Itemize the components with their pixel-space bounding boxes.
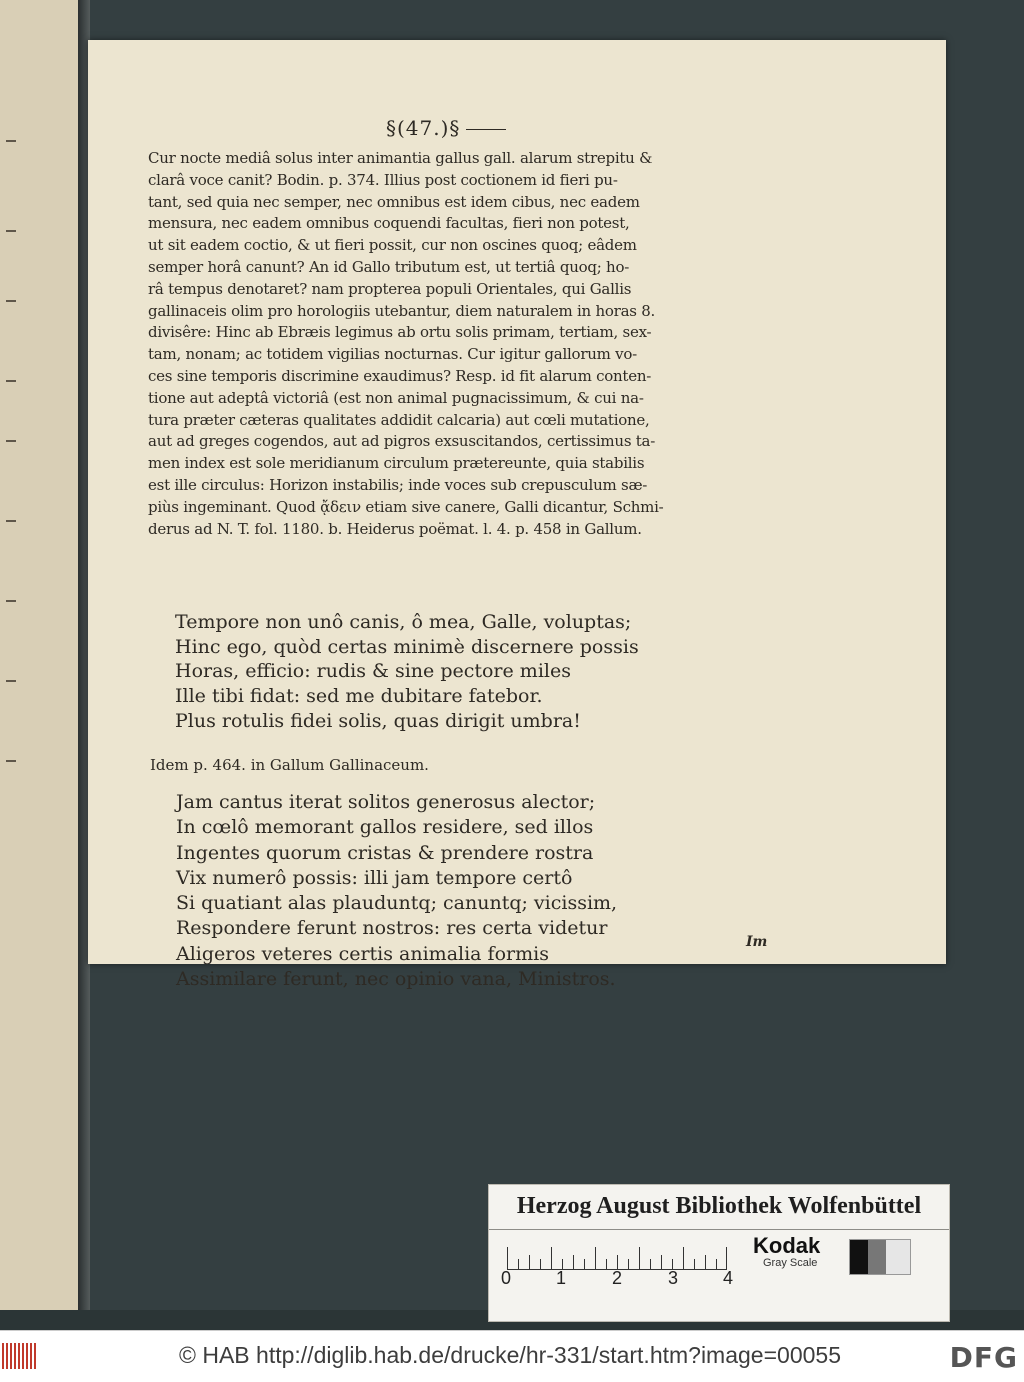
verse-line: Respondere ferunt nostros: res certa videtur xyxy=(176,917,608,940)
prose-line: est ille circulus: Horizon instabilis; inde voces sub crepusculum sæ- xyxy=(148,475,648,494)
color-reference-card xyxy=(488,1184,950,1322)
verse-line: Aligeros veteres certis animalia formis xyxy=(176,942,549,965)
prose-line: ces sine temporis discrimine exaudimus? Resp. id fit alarum conten- xyxy=(148,366,652,385)
prose-line: clarâ voce canit? Bodin. p. 374. Illius post coctionem id fieri pu- xyxy=(148,170,618,189)
verse-block-2 xyxy=(176,790,617,992)
verse-line: Tempore non unô canis, ô mea, Galle, voluptas; xyxy=(175,611,632,633)
catchword: Im xyxy=(746,934,768,950)
ruler-number: 0 xyxy=(501,1268,512,1288)
prose-line: semper horâ canunt? An id Gallo tributum est, ut tertiâ quoq; ho- xyxy=(148,257,630,276)
viewer-footer xyxy=(0,1330,1024,1382)
prose-line: tione aut adeptâ victoriâ (est non animal pugnacissimum, & cui na- xyxy=(148,388,644,407)
prose-block xyxy=(148,148,828,540)
barcode-icon xyxy=(2,1343,38,1369)
left-page-edge xyxy=(0,0,80,1310)
verse-line: Plus rotulis fidei solis, quas dirigit umbra! xyxy=(175,709,581,732)
card-divider xyxy=(489,1229,949,1230)
prose-line: aut ad greges cogendos, aut ad pigros exsuscitandos, certissimus ta- xyxy=(148,432,656,451)
prose-line: piùs ingeminant. Quod ᾄδειν etiam sive canere, Galli dicantur, Schmi- xyxy=(148,497,664,516)
prose-line: ut sit eadem coctio, & ut fieri possit, cur non oscines quoq; eâdem xyxy=(148,236,637,255)
gray-patches xyxy=(849,1239,911,1275)
page-number: §(47.)§ xyxy=(386,116,461,140)
verse-line: Horas, efficio: rudis & sine pectore miles xyxy=(175,660,571,683)
verse-line: Jam cantus iterat solitos generosus alector; xyxy=(176,791,596,813)
book-page xyxy=(88,40,946,991)
prose-line: derus ad N. T. fol. 1180. b. Heiderus poëmat. l. 4. p. 458 in Gallum. xyxy=(148,519,642,538)
verse-line: Vix numerô possis: illi jam tempore certô xyxy=(176,866,573,889)
gray-scale-label: Gray Scale xyxy=(763,1257,818,1269)
ruler-number: 2 xyxy=(612,1268,623,1288)
prose-line: gallinaceis olim pro horologiis utebantur, diem naturalem in horas 8. xyxy=(148,301,656,320)
prose-line: tam, nonam; ac totidem vigilias nocturnas. Cur igitur gallorum vo- xyxy=(148,345,637,364)
footer-copyright-link[interactable]: © HAB http://diglib.hab.de/drucke/hr-331/start.htm?image=00055 xyxy=(179,1342,841,1368)
idem-heading: Idem p. 464. in Gallum Gallinaceum. xyxy=(150,756,429,774)
verse-line: Assimilare ferunt, nec opinio vana, Ministros. xyxy=(176,968,616,991)
prose-line: divisêre: Hinc ab Ebræis legimus ab ortu solis primam, tertiam, sex- xyxy=(148,323,652,342)
prose-line: mensura, nec eadem omnibus coquendi facultas, fieri non potest, xyxy=(148,214,630,233)
page-header xyxy=(386,116,506,140)
ruler-scale xyxy=(507,1245,727,1270)
verse-line: Ingentes quorum cristas & prendere rostra xyxy=(176,841,594,864)
ruler-number: 1 xyxy=(556,1268,567,1288)
verse-line: In cœlô memorant gallos residere, sed illos xyxy=(176,816,594,839)
verse-block-1 xyxy=(175,610,639,734)
dfg-logo: DFG xyxy=(949,1341,1018,1374)
prose-line: tura præter cæteras qualitates addidit calcaria) aut cœli mutatione, xyxy=(148,410,650,429)
prose-line: râ tempus denotaret? nam propterea populi Orientales, qui Gallis xyxy=(148,279,632,298)
prose-line: tant, sed quia nec semper, nec omnibus est idem cibus, nec eadem xyxy=(148,192,640,211)
prose-line: men index est sole meridianum circulum prætereunte, quia stabilis xyxy=(148,454,645,473)
verse-line: Ille tibi fidat: sed me dubitare fatebor. xyxy=(175,685,543,708)
prose-line: Cur nocte mediâ solus inter animantia gallus gall. alarum strepitu & xyxy=(148,149,653,167)
verse-line: Si quatiant alas plauduntq; canuntq; vicissim, xyxy=(176,892,618,915)
ruler-number: 3 xyxy=(668,1268,679,1288)
verse-line: Hinc ego, quòd certas minimè discernere possis xyxy=(175,635,639,658)
ruler-number: 4 xyxy=(723,1268,734,1288)
kodak-logo: Kodak xyxy=(753,1233,821,1258)
library-name: Herzog August Bibliothek Wolfenbüttel xyxy=(516,1193,922,1219)
